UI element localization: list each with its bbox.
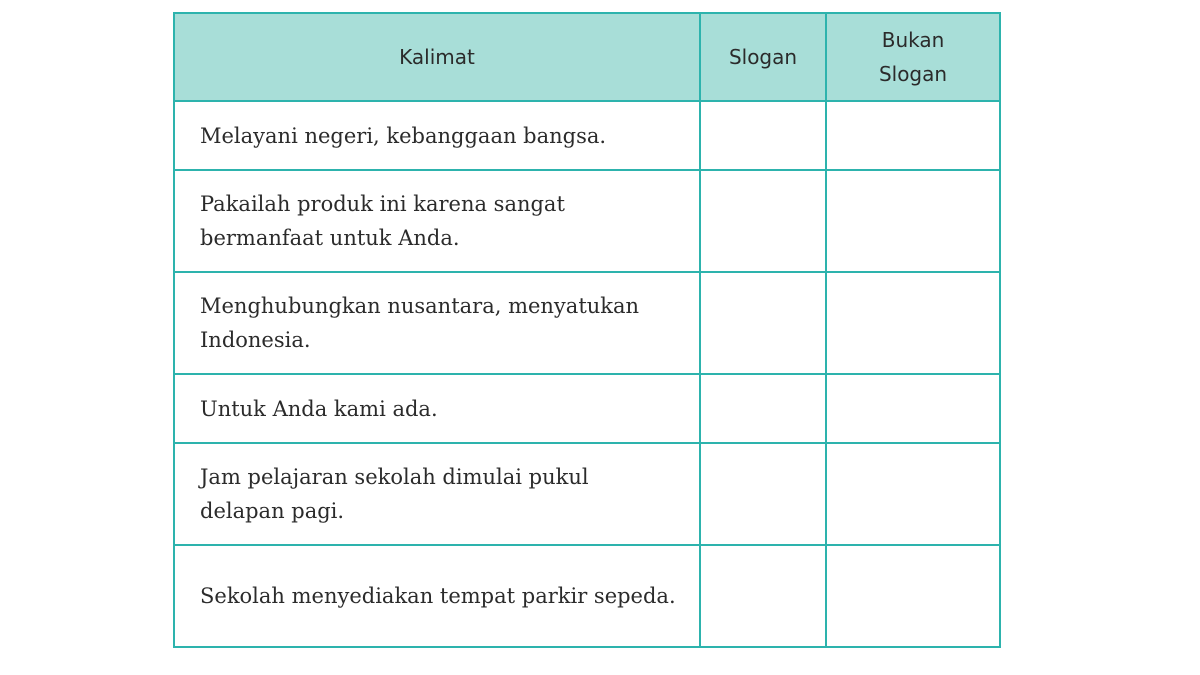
sentence-cell: Pakailah produk ini karena sangat bermanfaat untuk Anda. xyxy=(174,170,700,272)
table-header-row xyxy=(174,13,1000,101)
header-not-slogan-line2: Slogan xyxy=(878,62,948,86)
header-sentence: Kalimat xyxy=(174,13,700,101)
slogan-classification-table xyxy=(173,12,1001,648)
header-not-slogan xyxy=(826,13,1000,101)
not-slogan-answer-cell[interactable] xyxy=(826,443,1000,545)
sentence-cell: Untuk Anda kami ada. xyxy=(174,374,700,443)
sentence-cell: Melayani negeri, kebanggaan bangsa. xyxy=(174,101,700,170)
slogan-answer-cell[interactable] xyxy=(700,443,826,545)
table-row xyxy=(174,101,1000,170)
table-row xyxy=(174,545,1000,647)
not-slogan-answer-cell[interactable] xyxy=(826,272,1000,374)
table-row xyxy=(174,272,1000,374)
slogan-answer-cell[interactable] xyxy=(700,545,826,647)
header-slogan: Slogan xyxy=(700,13,826,101)
table-row xyxy=(174,443,1000,545)
sentence-cell: Menghubungkan nusantara, menyatukan Indonesia. xyxy=(174,272,700,374)
table-row xyxy=(174,374,1000,443)
slogan-answer-cell[interactable] xyxy=(700,101,826,170)
not-slogan-answer-cell[interactable] xyxy=(826,101,1000,170)
slogan-answer-cell[interactable] xyxy=(700,272,826,374)
slogan-answer-cell[interactable] xyxy=(700,170,826,272)
header-not-slogan-line1: Bukan xyxy=(881,28,945,52)
sentence-cell: Jam pelajaran sekolah dimulai pukul delapan pagi. xyxy=(174,443,700,545)
slogan-answer-cell[interactable] xyxy=(700,374,826,443)
not-slogan-answer-cell[interactable] xyxy=(826,170,1000,272)
sentence-cell: Sekolah menyediakan tempat parkir sepeda. xyxy=(174,545,700,647)
not-slogan-answer-cell[interactable] xyxy=(826,545,1000,647)
table-row xyxy=(174,170,1000,272)
not-slogan-answer-cell[interactable] xyxy=(826,374,1000,443)
